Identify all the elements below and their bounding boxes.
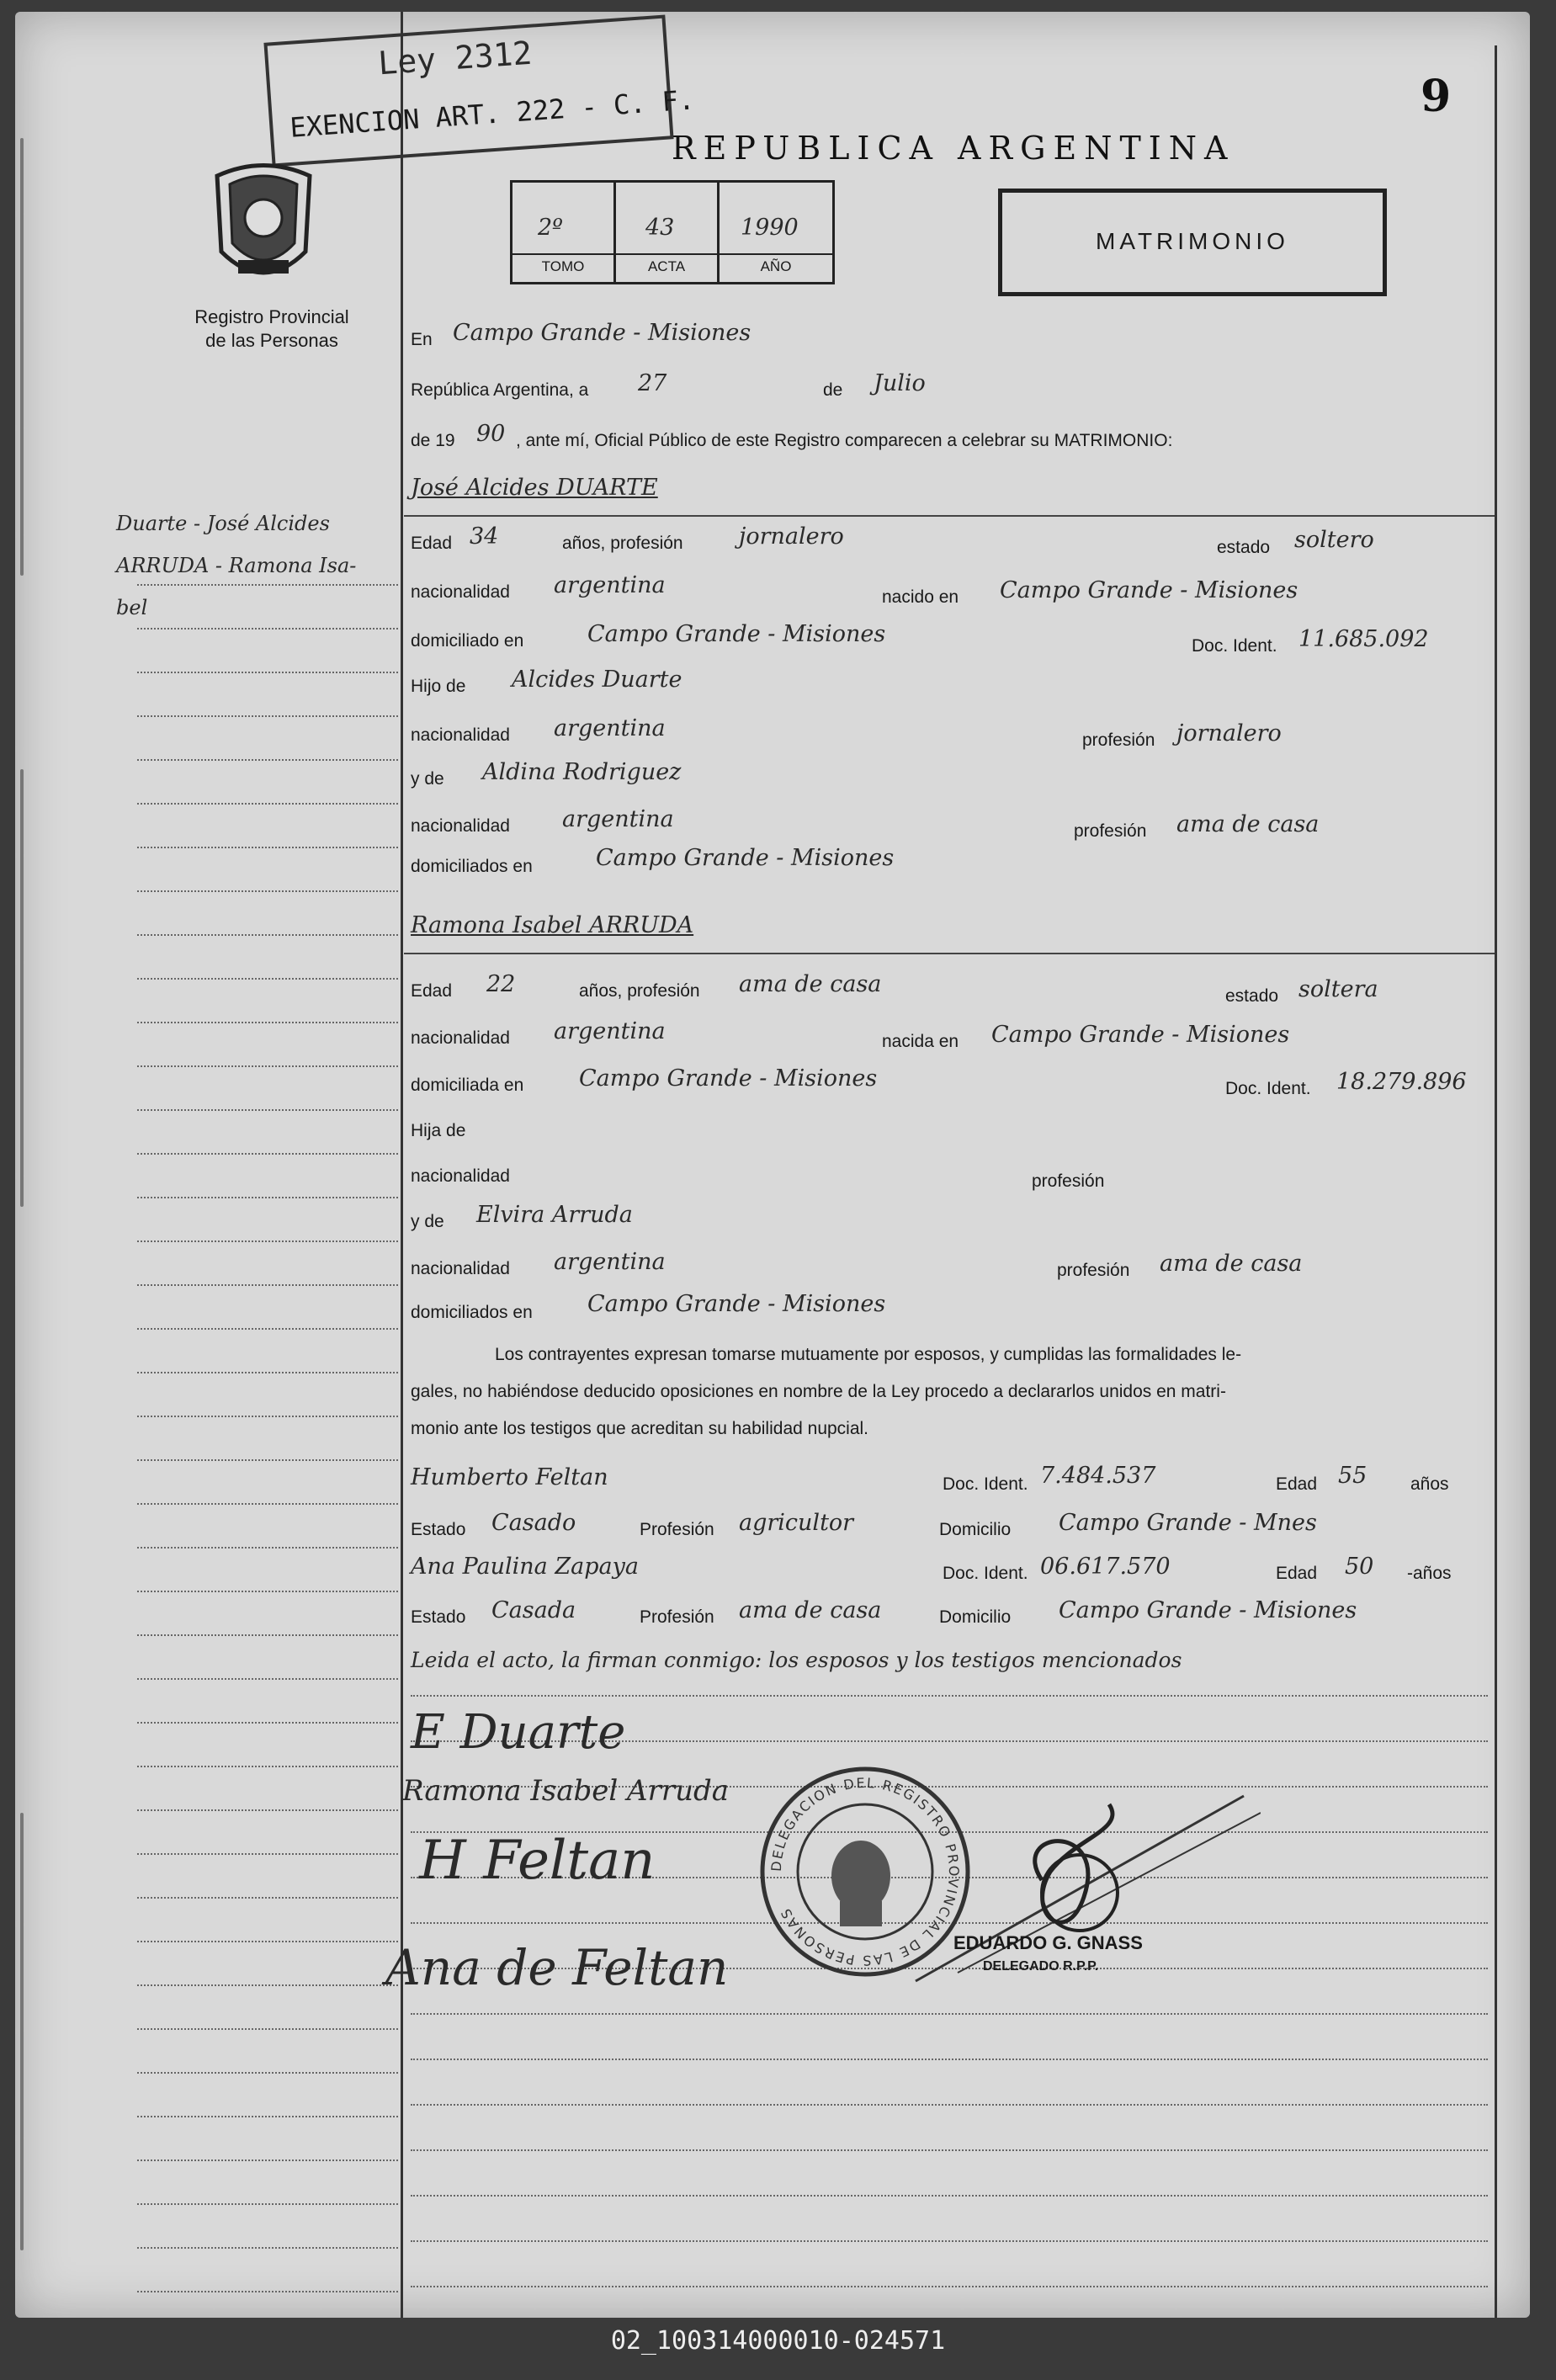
groom-parents-domicile: Campo Grande - Misiones xyxy=(596,845,895,871)
bride-mother-label: y de xyxy=(411,1212,444,1231)
witness1-domicile: Campo Grande - Mnes xyxy=(1059,1510,1317,1536)
margin-rule-line xyxy=(137,1153,398,1155)
margin-rule-line xyxy=(137,1240,398,1242)
witness1-prof-label: Profesión xyxy=(640,1520,714,1539)
margin-rule-line xyxy=(137,759,398,761)
witness1-profession: agricultor xyxy=(739,1510,854,1536)
intro-place: Campo Grande - Misiones xyxy=(453,320,751,346)
margin-rule-line xyxy=(137,934,398,936)
bride-estado-label: estado xyxy=(1225,986,1279,1006)
bride-estado: soltera xyxy=(1298,976,1378,1002)
groom-dom-label: domiciliado en xyxy=(411,631,524,651)
margin-rule-line xyxy=(137,1284,398,1286)
document-page xyxy=(15,12,1530,2318)
margin-note-line3: bel xyxy=(116,596,148,619)
margin-rule-line xyxy=(137,803,398,805)
witness1-anos-label: años xyxy=(1410,1474,1449,1494)
bride-doc: 18.279.896 xyxy=(1336,1069,1467,1095)
anio-label: AÑO xyxy=(720,253,832,275)
closing-text: Leida el acto, la firman conmigo: los esposos y los testigos mencionados xyxy=(411,1648,1182,1672)
margin-rule-line xyxy=(137,1722,398,1724)
intro-de-label: de xyxy=(823,380,843,400)
margin-rule-line xyxy=(137,2247,398,2249)
bride-birthplace: Campo Grande - Misiones xyxy=(991,1022,1290,1048)
margin-rule-line xyxy=(137,2160,398,2161)
margin-rule-line xyxy=(137,978,398,980)
groom-mother-prof-label: profesión xyxy=(1074,821,1147,841)
bride-edad-label: Edad xyxy=(411,981,453,1001)
margin-rule-line xyxy=(137,1853,398,1855)
stamp-exemption: EXENCION ART. 222 - C. F. xyxy=(289,83,696,144)
witness1-dom-label: Domicilio xyxy=(939,1520,1012,1539)
groom-profession: jornalero xyxy=(739,523,844,550)
groom-mother-label: y de xyxy=(411,769,444,789)
exemption-stamp xyxy=(263,15,696,167)
signature-rule-line xyxy=(411,1695,1488,1697)
groom-mother-nac-label: nacionalidad xyxy=(411,816,510,836)
margin-rule-line xyxy=(137,1503,398,1505)
margin-rule-line xyxy=(137,1897,398,1899)
witness1-age: 55 xyxy=(1338,1463,1367,1489)
groom-anos-label: años, profesión xyxy=(562,534,683,553)
bride-anos-label: años, profesión xyxy=(579,981,700,1001)
intro-year-prefix: de 19 xyxy=(411,431,455,450)
witness2-profession: ama de casa xyxy=(739,1597,882,1623)
declaration-line2: gales, no habiéndose deducido oposiciones en nombre de la Ley procedo a declararlos unidos en matri- xyxy=(411,1382,1226,1401)
intro-month: Julio xyxy=(874,370,926,396)
margin-rule-line xyxy=(137,672,398,673)
official-name: EDUARDO G. GNASS xyxy=(953,1932,1143,1953)
groom-father-nac-label: nacionalidad xyxy=(411,725,510,745)
margin-rule-line xyxy=(137,2203,398,2205)
margin-rule-line xyxy=(137,847,398,848)
signature-rule-line xyxy=(411,2240,1488,2242)
bride-born-label: nacida en xyxy=(882,1032,959,1051)
witness2-age: 50 xyxy=(1345,1554,1374,1580)
margin-rule-line xyxy=(137,584,398,586)
bride-nationality: argentina xyxy=(554,1018,666,1044)
registry-line2: de las Personas xyxy=(205,330,338,351)
margin-rule-line xyxy=(137,1547,398,1549)
intro-text: , ante mí, Oficial Público de este Registro comparecen a celebrar su MATRIMONIO: xyxy=(516,431,1173,450)
bride-domicile: Campo Grande - Misiones xyxy=(579,1065,878,1092)
groom-father-profession: jornalero xyxy=(1176,720,1282,746)
signature-rule-line xyxy=(411,2013,1488,2015)
margin-rule-line xyxy=(137,1678,398,1680)
witness1-estado-label: Estado xyxy=(411,1520,466,1539)
margin-rule-line xyxy=(137,1022,398,1023)
margin-rule-line xyxy=(137,2116,398,2117)
bride-mother: Elvira Arruda xyxy=(476,1202,633,1228)
bride-mother-nac-label: nacionalidad xyxy=(411,1259,510,1278)
binding-stitch xyxy=(20,1813,24,2250)
stamp-law: Ley 2312 xyxy=(376,34,534,82)
groom-name: José Alcides DUARTE xyxy=(411,475,658,501)
margin-rule-line xyxy=(137,1766,398,1767)
margin-rule-line xyxy=(137,1197,398,1198)
right-border xyxy=(1495,45,1497,2318)
witness2-name: Ana Paulina Zapaya xyxy=(411,1554,639,1580)
intro-year-suffix: 90 xyxy=(476,421,506,447)
section-rule xyxy=(404,953,1495,954)
margin-rule-line xyxy=(137,1809,398,1811)
witness2-doc-label: Doc. Ident. xyxy=(943,1564,1028,1583)
record-type: MATRIMONIO xyxy=(1096,228,1289,254)
signature-rule-line xyxy=(411,2104,1488,2106)
margin-rule-line xyxy=(137,1372,398,1373)
margin-rule-line xyxy=(137,1984,398,1986)
groom-age: 34 xyxy=(470,523,499,550)
signature-bride: Ramona Isabel Arruda xyxy=(402,1774,730,1808)
bride-name: Ramona Isabel ARRUDA xyxy=(411,912,694,938)
signature-groom: E Duarte xyxy=(411,1705,626,1760)
margin-rule-line xyxy=(137,1591,398,1592)
groom-birthplace: Campo Grande - Misiones xyxy=(1000,577,1298,603)
witness2-doc: 06.617.570 xyxy=(1040,1554,1171,1580)
intro-country-label: República Argentina, a xyxy=(411,380,589,400)
groom-nationality: argentina xyxy=(554,572,666,598)
binding-stitch xyxy=(20,769,24,1207)
witness1-doc-label: Doc. Ident. xyxy=(943,1474,1028,1494)
bride-age: 22 xyxy=(486,971,516,997)
witness2-estado: Casada xyxy=(491,1597,576,1623)
record-type-box xyxy=(998,189,1387,296)
signature-rule-line xyxy=(411,2286,1488,2287)
groom-parents-dom-label: domiciliados en xyxy=(411,857,533,876)
witness1-estado: Casado xyxy=(491,1510,576,1536)
witness2-dom-label: Domicilio xyxy=(939,1607,1012,1627)
section-rule xyxy=(404,515,1495,517)
margin-rule-line xyxy=(137,1416,398,1417)
groom-mother-nationality: argentina xyxy=(562,806,674,832)
margin-note-line1: Duarte - José Alcides xyxy=(116,512,330,535)
groom-doc: 11.685.092 xyxy=(1298,626,1429,652)
groom-estado: soltero xyxy=(1294,527,1374,553)
anio-value: 1990 xyxy=(741,215,799,241)
margin-rule-line xyxy=(137,890,398,892)
bride-profession: ama de casa xyxy=(739,971,882,997)
signature-witness1: H Feltan xyxy=(419,1830,656,1892)
bride-parents-dom-label: domiciliados en xyxy=(411,1303,533,1322)
margin-rule-line xyxy=(137,1109,398,1111)
groom-nac-label: nacionalidad xyxy=(411,582,510,602)
bride-father-prof-label: profesión xyxy=(1032,1171,1105,1191)
margin-rule-line xyxy=(137,1328,398,1330)
country-heading: REPUBLICA ARGENTINA xyxy=(672,130,1235,167)
binding-stitch xyxy=(20,138,24,576)
intro-day: 27 xyxy=(638,370,667,396)
bride-parents-domicile: Campo Grande - Misiones xyxy=(587,1291,886,1317)
reference-box xyxy=(510,180,835,284)
footer-id: 02_100314000010-024571 xyxy=(610,2326,946,2356)
margin-rule-line xyxy=(137,2072,398,2074)
groom-father: Alcides Duarte xyxy=(512,667,682,693)
witness2-anos-label: -años xyxy=(1407,1564,1452,1583)
bride-father-nac-label: nacionalidad xyxy=(411,1166,510,1186)
registry-line1: Registro Provincial xyxy=(194,306,349,327)
witness2-prof-label: Profesión xyxy=(640,1607,714,1627)
witness2-domicile: Campo Grande - Misiones xyxy=(1059,1597,1357,1623)
seal-text: DELEGACION DEL REGISTRO PROVINCIAL DE LAS PERSONAS xyxy=(767,1774,963,1969)
intro-en-label: En xyxy=(411,330,433,349)
bride-doc-label: Doc. Ident. xyxy=(1225,1079,1311,1098)
margin-note-line2: ARRUDA - Ramona Isa- xyxy=(116,554,357,577)
groom-father-nationality: argentina xyxy=(554,715,666,741)
bride-mother-nationality: argentina xyxy=(554,1249,666,1275)
witness1-name: Humberto Feltan xyxy=(411,1464,608,1490)
witness2-edad-label: Edad xyxy=(1276,1564,1318,1583)
margin-rule-line xyxy=(137,1634,398,1636)
bride-father-label: Hija de xyxy=(411,1121,466,1140)
groom-born-label: nacido en xyxy=(882,587,959,607)
tomo-label: TOMO xyxy=(512,253,613,275)
groom-edad-label: Edad xyxy=(411,534,453,553)
signature-witness2: Ana de Feltan xyxy=(385,1939,729,1996)
acta-label: ACTA xyxy=(616,253,717,275)
margin-rule-line xyxy=(137,2291,398,2292)
signature-rule-line xyxy=(411,2149,1488,2151)
groom-mother: Aldina Rodriguez xyxy=(482,759,682,785)
margin-rule-line xyxy=(137,1065,398,1067)
acta-value: 43 xyxy=(645,215,675,241)
witness1-edad-label: Edad xyxy=(1276,1474,1318,1494)
bride-mother-prof-label: profesión xyxy=(1057,1261,1130,1280)
groom-mother-profession: ama de casa xyxy=(1176,811,1320,837)
margin-rule-line xyxy=(137,1459,398,1461)
bride-nac-label: nacionalidad xyxy=(411,1028,510,1048)
page-number: 9 xyxy=(1421,71,1452,122)
groom-estado-label: estado xyxy=(1217,538,1271,557)
signature-rule-line xyxy=(411,2195,1488,2197)
margin-rule-line xyxy=(137,628,398,630)
groom-domicile: Campo Grande - Misiones xyxy=(587,621,886,647)
groom-doc-label: Doc. Ident. xyxy=(1192,636,1277,656)
declaration-line3: monio ante los testigos que acreditan su habilidad nupcial. xyxy=(411,1419,869,1438)
tomo-value: 2º xyxy=(538,215,563,241)
margin-rule-line xyxy=(137,1941,398,1942)
margin-rule-line xyxy=(137,2028,398,2030)
declaration-line1: Los contrayentes expresan tomarse mutuamente por esposos, y cumplidas las formalidades le- xyxy=(495,1345,1242,1364)
official-title: DELEGADO R.P.P. xyxy=(983,1959,1099,1974)
signature-rule-line xyxy=(411,2059,1488,2060)
witness1-doc: 7.484.537 xyxy=(1040,1463,1156,1489)
bride-mother-profession: ama de casa xyxy=(1160,1251,1303,1277)
groom-father-label: Hijo de xyxy=(411,677,466,696)
witness2-estado-label: Estado xyxy=(411,1607,466,1627)
groom-father-prof-label: profesión xyxy=(1082,730,1155,750)
margin-rule-line xyxy=(137,715,398,717)
registry-logo-icon xyxy=(200,159,327,294)
bride-dom-label: domiciliada en xyxy=(411,1076,524,1095)
